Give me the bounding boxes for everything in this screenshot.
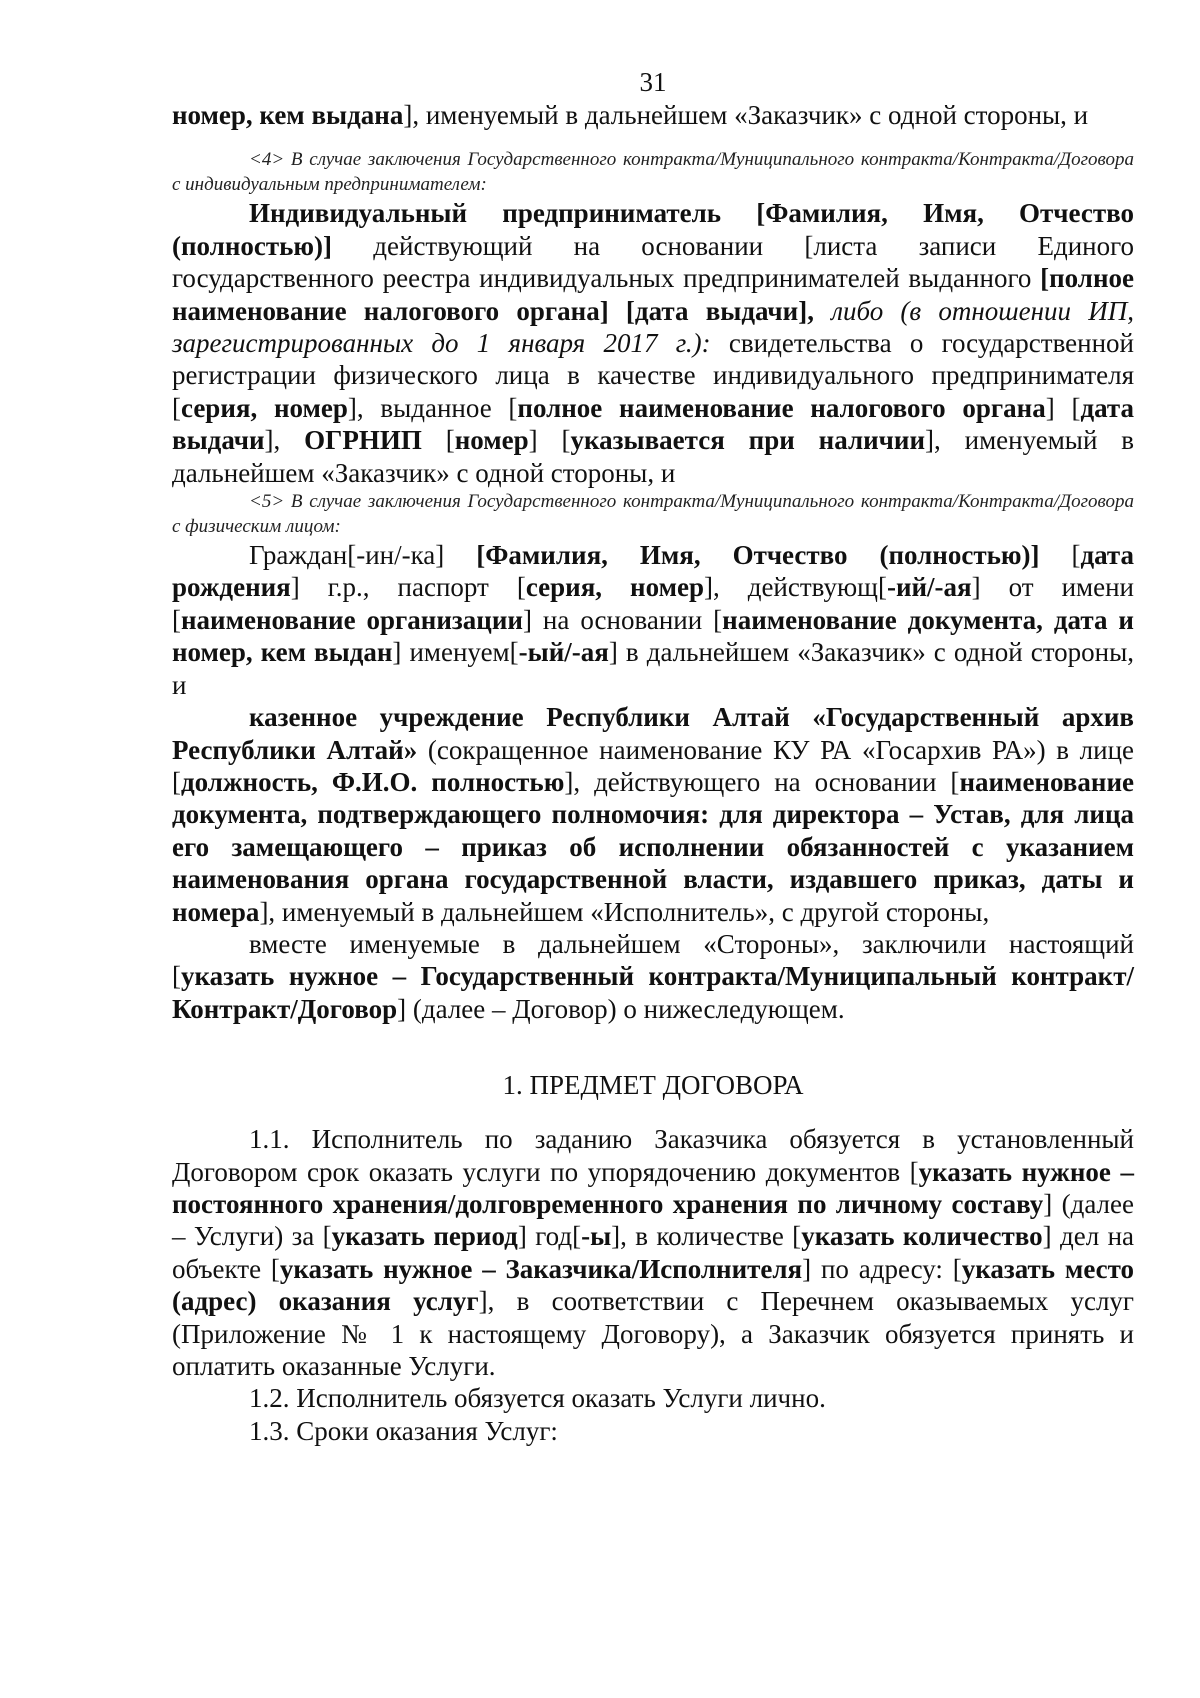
text-fragment: ], именуемый в дальнейшем «Исполнитель», с другой стороны, [259, 896, 990, 927]
bold-fragment: -ы [581, 1221, 612, 1252]
bold-fragment: -ий/-ая [886, 572, 972, 603]
bold-fragment: Индивидуальный предприниматель [Фамилия, Имя, Отчество (полностью)] [172, 198, 1134, 261]
bold-fragment: [дата выдачи], [625, 295, 814, 326]
text-fragment: действующий на основании [листа записи Единого государственного реестра индивидуальных предпринимателей выданного [172, 230, 1134, 294]
bold-fragment: серия, номер [525, 572, 704, 603]
bold-fragment: указать период [331, 1221, 518, 1252]
text-fragment: вместе именуемые в дальнейшем «Стороны», заключили настоящий [ [172, 928, 1134, 992]
text-fragment: ], действующ[ [703, 572, 887, 603]
bold-fragment: наименование документа, дата и номер, кем выдан [172, 604, 1134, 668]
text-fragment: ], именуемый в дальнейшем «Заказчик» с одной стороны, и [403, 100, 1089, 130]
bold-fragment: указывается при наличии [570, 425, 926, 456]
text-fragment: ] от имени [ [172, 572, 1134, 635]
italic-fragment: либо (в отношении ИП, зарегистрированных до 1 января 2017 г.): [172, 295, 1135, 359]
section-heading: 1. ПРЕДМЕТ ДОГОВОРА [502, 1070, 804, 1101]
bold-fragment: [полное наименование налогового органа] [172, 263, 1134, 326]
text-fragment: ] [ [1045, 392, 1081, 423]
text-fragment: ] по адресу: [ [802, 1253, 962, 1284]
text-fragment: ] (далее – Услуги) за [ [172, 1188, 1134, 1252]
bold-fragment: дата рождения [172, 540, 1134, 603]
text-fragment: ] в дальнейшем «Заказчик» с одной стороны, и [172, 637, 1134, 700]
text-fragment: ] дел на объекте [ [172, 1221, 1135, 1284]
paragraph-individual-entrepreneur [172, 197, 1134, 489]
clause-1-2: 1.2. Исполнитель обязуется оказать Услуги лично. [249, 1383, 826, 1414]
text-fragment: ] [ [528, 425, 571, 456]
text-fragment: Граждан[-ин/-ка] [249, 540, 477, 571]
bold-fragment: -ый/-ая [518, 637, 609, 668]
bold-fragment: должность, Ф.И.О. полностью [181, 766, 565, 797]
text-fragment: ] г.р., паспорт [ [290, 572, 526, 603]
text-fragment: 1.1. Исполнитель по заданию Заказчика обязуется в установленный Договором срок оказать услуги по упорядочению документов [ [172, 1124, 1134, 1187]
page-number: 31 [639, 67, 667, 97]
bold-fragment: наименование организации [181, 604, 523, 635]
text-fragment: ] на основании [ [522, 604, 723, 635]
text-fragment: ], в соответствии с Перечнем оказываемых услуг (Приложение № 1 к настоящему Договору), а Заказчик обязуется принять и оплатить оказанные Услуги. [172, 1286, 1134, 1381]
bold-fragment: номер [454, 425, 529, 456]
text-fragment: ], действующего на основании [ [564, 766, 960, 797]
paragraph-customer-continuation [172, 99, 1134, 131]
bold-fragment: указать нужное – Заказчика/Исполнителя [279, 1253, 803, 1284]
bold-fragment: казенное учреждение Республики Алтай «Государственный архив Республики Алтай» [172, 702, 1134, 765]
document-page [172, 66, 1134, 1447]
clause-1-3: 1.3. Сроки оказания Услуг: [249, 1415, 558, 1446]
paragraph-citizen [172, 539, 1134, 701]
text-fragment: свидетельства о государственной регистрации физического лица в качестве индивидуального предпринимателя [ [172, 328, 1135, 423]
bold-fragment: номер, кем выдана [172, 100, 404, 130]
text-fragment: [ [421, 425, 455, 456]
bold-fragment: наименование документа, подтверждающего полномочия: для директора – Устав, для лица его замещающего – приказ об исполнении обязанностей с указанием наименования органа государственной власти, издавшего приказ, даты и номера [172, 766, 1134, 927]
text-fragment: ] (далее – Договор) о нижеследующем. [397, 993, 845, 1024]
text-fragment: ] именуем[ [392, 637, 519, 668]
footnote-4: <4> В случае заключения Государственного контракта/Муниципального контракта/Контракта/Договора с индивидуальным предпринимателем: [172, 149, 1134, 196]
text-fragment: ], в количестве [ [611, 1221, 802, 1252]
text-fragment: (сокращенное наименование КУ РА «Госархив РА») в лице [ [172, 734, 1134, 797]
bold-fragment: указать нужное – постоянного хранения/долговременного хранения по личному составу [172, 1156, 1134, 1219]
text-fragment: ], именуемый в дальнейшем «Заказчик» с одной стороны, и [172, 425, 1135, 488]
bold-fragment: серия, номер [181, 392, 348, 423]
bold-fragment: ОГРНИП [304, 425, 422, 456]
text-fragment: [ [1039, 540, 1081, 571]
clause-1-1 [172, 1123, 1134, 1382]
paragraph-parties [172, 928, 1134, 1025]
footnote-5: <5> В случае заключения Государственного контракта/Муниципального контракта/Контракта/Договора с физическим лицом: [172, 491, 1134, 538]
bold-fragment: указать нужное – Государственный контракта/Муниципальный контракт/Контракт/Договор [172, 961, 1134, 1024]
bold-fragment: полное наименование налогового органа [517, 392, 1046, 423]
bold-fragment: дата выдачи [172, 392, 1134, 456]
paragraph-executor [172, 701, 1134, 928]
text-fragment: ], [264, 425, 305, 456]
bold-fragment: указать место (адрес) оказания услуг [172, 1253, 1135, 1317]
text-fragment [609, 296, 626, 326]
bold-fragment: [Фамилия, Имя, Отчество (полностью)] [476, 540, 1040, 571]
text-fragment: ] год[ [517, 1221, 582, 1252]
bold-fragment: указать количество [801, 1221, 1043, 1252]
text-fragment: ], выданное [ [347, 392, 518, 423]
